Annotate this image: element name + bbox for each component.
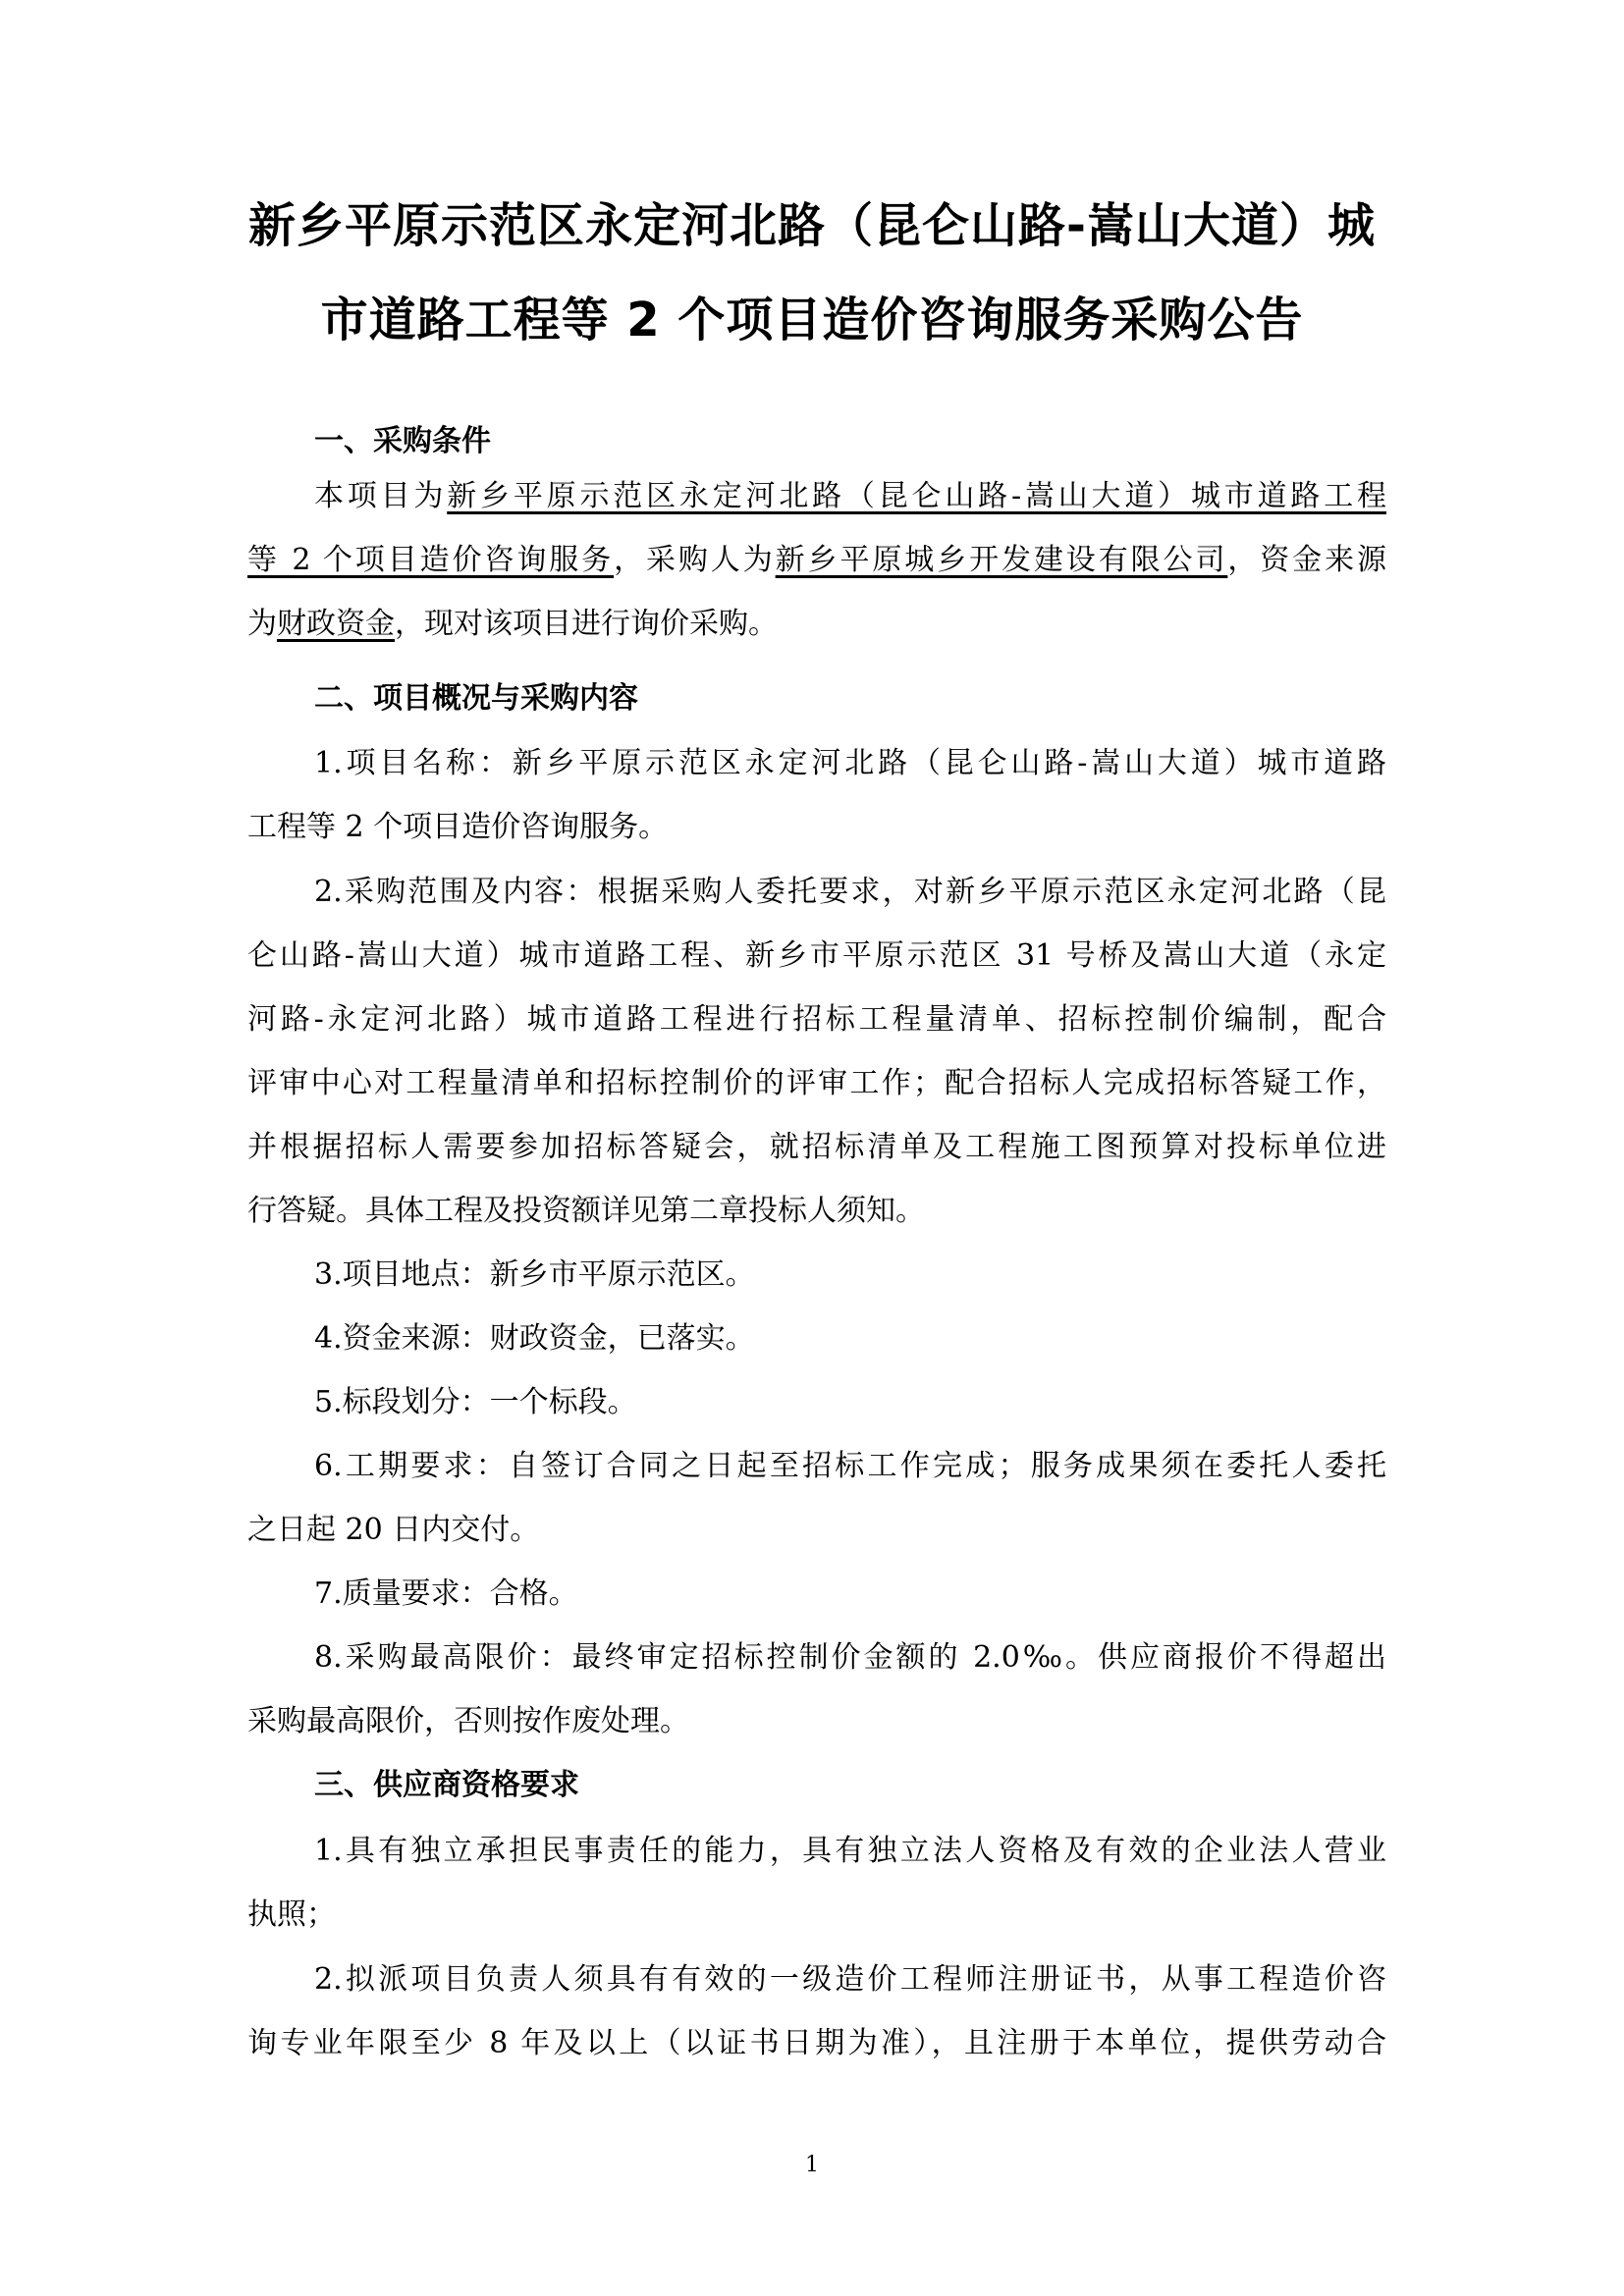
page-number: 1: [805, 2153, 819, 2177]
qualification-2-line-2: 询专业年限至少 8 年及以上（以证书日期为准），且注册于本单位，提供劳动合: [247, 2026, 1386, 2060]
item-2-line-6: 行答疑。具体工程及投资额详见第二章投标人须知。: [247, 1194, 925, 1228]
text-run: ，现对该项目进行询价采购。: [395, 607, 778, 641]
item-8-line-1: 8.采购最高限价：最终审定招标控制价金额的 2.0‰。供应商报价不得超出: [314, 1640, 1386, 1675]
item-3: 3.项目地点：新乡市平原示范区。: [314, 1257, 755, 1292]
item-1-line-1: 1.项目名称：新乡平原示范区永定河北路（昆仑山路-嵩山大道）城市道路: [314, 746, 1386, 780]
text-run: 为: [247, 607, 277, 641]
qualification-2-line-1: 2.拟派项目负责人须具有有效的一级造价工程师注册证书，从事工程造价咨: [314, 1962, 1386, 1997]
project-name-underlined-cont: 等 2 个项目造价咨询服务: [247, 543, 615, 577]
item-2-line-4: 评审中心对工程量清单和招标控制价的评审工作；配合招标人完成招标答疑工作，: [247, 1066, 1386, 1100]
qualification-1-line-2: 执照；: [247, 1897, 336, 1932]
item-1-line-2: 工程等 2 个项目造价咨询服务。: [247, 810, 669, 844]
item-4: 4.资金来源：财政资金，已落实。: [314, 1321, 755, 1356]
title-line-1: 新乡平原示范区永定河北路（昆仑山路-嵩山大道）城: [248, 198, 1376, 253]
item-6-line-2: 之日起 20 日内交付。: [247, 1513, 540, 1547]
item-6-line-1: 6.工期要求：自签订合同之日起至招标工作完成；服务成果须在委托人委托: [314, 1449, 1386, 1483]
item-2-line-2: 仑山路-嵩山大道）城市道路工程、新乡市平原示范区 31 号桥及嵩山大道（永定: [247, 938, 1386, 973]
item-2-line-5: 并根据招标人需要参加招标答疑会，就招标清单及工程施工图预算对投标单位进: [247, 1130, 1386, 1164]
section-heading-procurement-conditions: 一、采购条件: [314, 424, 491, 458]
text-run: ，资金来源: [1227, 543, 1386, 577]
document-title: [216, 179, 1408, 367]
section-heading-supplier-qualifications: 三、供应商资格要求: [314, 1768, 579, 1802]
item-2-line-1: 2.采购范围及内容：根据采购人委托要求，对新乡平原示范区永定河北路（昆: [314, 875, 1386, 909]
item-7: 7.质量要求：合格。: [314, 1576, 578, 1611]
section-heading-project-overview: 二、项目概况与采购内容: [314, 681, 638, 716]
text-run: 本项目为: [314, 479, 448, 513]
text-run: ，采购人为: [614, 543, 776, 577]
paragraph-line: [314, 477, 1386, 516]
fund-source-underlined: 财政资金: [277, 607, 395, 641]
project-name-underlined: 新乡平原示范区永定河北路（昆仑山路-嵩山大道）城市道路工程: [447, 479, 1386, 513]
item-8-line-2: 采购最高限价，否则按作废处理。: [247, 1704, 689, 1738]
item-2-line-3: 河路-永定河北路）城市道路工程进行招标工程量清单、招标控制价编制，配合: [247, 1002, 1386, 1037]
paragraph-line: [247, 605, 1386, 644]
title-line-2: 市道路工程等 2 个项目造价咨询服务采购公告: [320, 293, 1304, 347]
qualification-1-line-1: 1.具有独立承担民事责任的能力，具有独立法人资格及有效的企业法人营业: [314, 1834, 1386, 1868]
paragraph-line: [247, 541, 1386, 580]
item-5: 5.标段划分：一个标段。: [314, 1385, 637, 1419]
purchaser-name-underlined: 新乡平原城乡开发建设有限公司: [775, 543, 1228, 577]
